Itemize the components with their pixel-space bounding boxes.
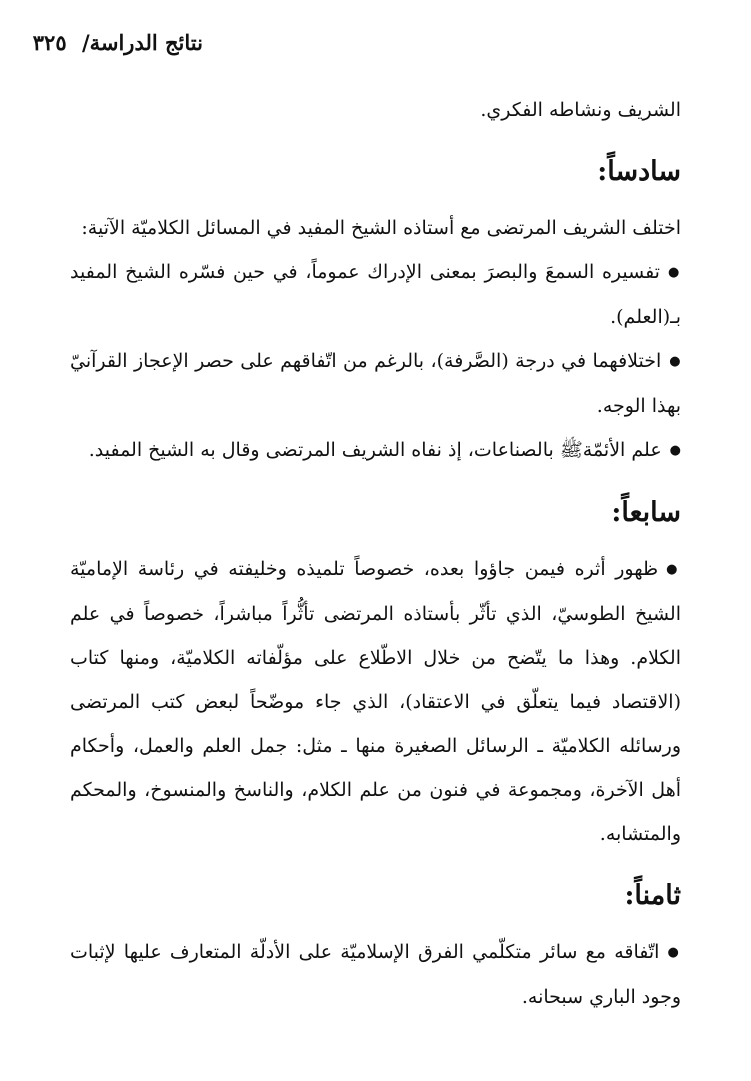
section6-bullet-3: ● علم الأئمّةﷺ بالصناعات، إذ نفاه الشريف المرتضى وقال به الشيخ المفيد.: [70, 428, 681, 473]
section6-bullet-1: ● تفسيره السمعَ والبصرَ بمعنى الإدراك عموماً، في حين فسّره الشيخ المفيد بـ(العلم).: [70, 250, 681, 339]
header-title: نتائج الدراسة/: [81, 30, 203, 55]
section7-heading: سابعاً:: [611, 497, 681, 528]
section8-heading: ثامناً:: [624, 880, 681, 911]
section6-heading: سادساً:: [597, 156, 681, 187]
page-body: [70, 88, 681, 1019]
intro-line: الشريف ونشاطه الفكري.: [480, 99, 681, 121]
section8-bullet: ● اتّفاقه مع سائر متكلّمي الفرق الإسلاميّة على الأدلّة المتعارف عليها لإثبات وجود الباري سبحانه.: [70, 930, 681, 1019]
section6-intro: اختلف الشريف المرتضى مع أستاذه الشيخ المفيد في المسائل الكلاميّة الآتية:: [81, 217, 681, 239]
section7-bullet: ● ظهور أثره فيمن جاؤوا بعده، خصوصاً تلميذه وخليفته في رئاسة الإماميّة الشيخ الطوسيّ، الذي تأثّر بأستاذه المرتضى تأثُّراً مباشراً، خصوصاً في علم الكلام. وهذا ما يتّضح من خلال الاطّلاع على مؤلّفاته الكلاميّة، ومنها كتاب (الاقتصاد فيما يتعلّق في الاعتقاد)، الذي جاء موضّحاً لبعض كتب المرتضى ورسائله الكلاميّة ـ الرسائل الصغيرة منها ـ مثل: جمل العلم والعمل، وأحكام أهل الآخرة، ومجموعة في فنون من علم الكلام، والناسخ والمنسوخ، والمحكم والمتشابه.: [70, 547, 681, 856]
section6-bullet-2: ● اختلافهما في درجة (الصَّرفة)، بالرغم من اتّفاقهم على حصر الإعجاز القرآنيّ بهذا الوجه.: [70, 339, 681, 428]
running-header: [0, 30, 751, 55]
page-number: ٣٢٥: [32, 30, 67, 55]
